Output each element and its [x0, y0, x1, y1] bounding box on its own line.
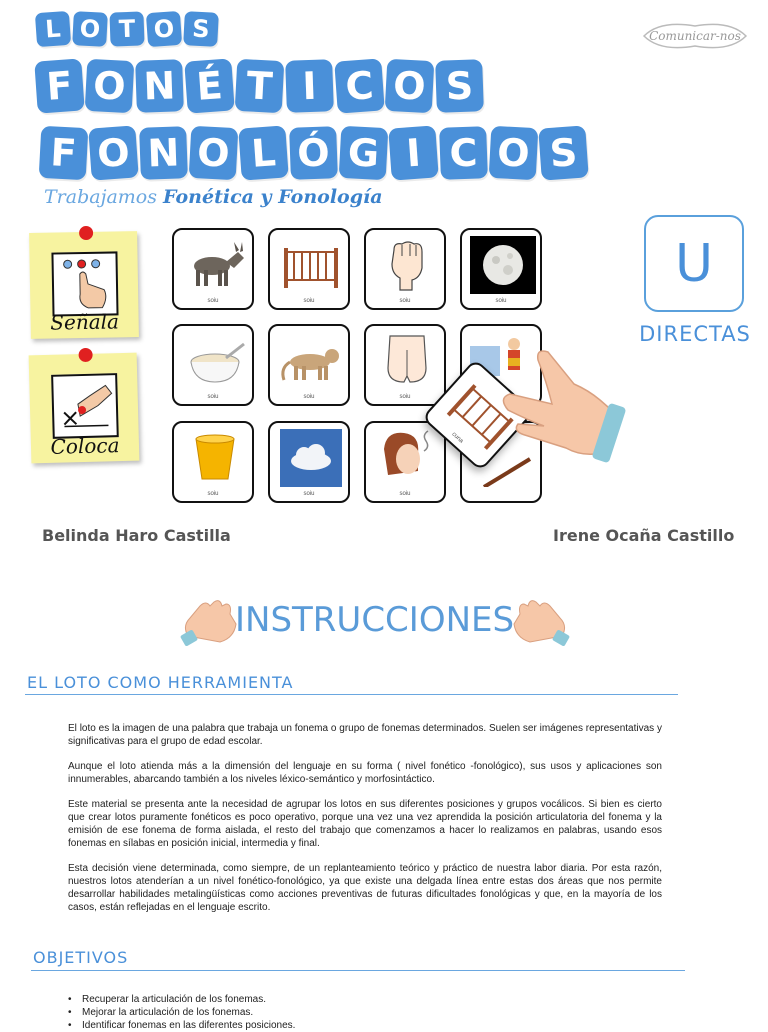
title-tile: S — [435, 59, 484, 113]
title-tile: I — [388, 125, 439, 180]
card-caption: soiu — [303, 298, 315, 304]
section-heading: OBJETIVOS — [33, 948, 129, 967]
title-tile: L — [238, 125, 289, 180]
title-tile: O — [385, 59, 435, 113]
postit-label: Señala — [50, 309, 120, 335]
place-pictogram-icon — [51, 373, 119, 439]
list-item — [68, 1019, 295, 1032]
title-tile: O — [72, 11, 108, 47]
title-tile: S — [538, 125, 589, 180]
buttocks-icon — [374, 332, 440, 390]
section-divider — [25, 694, 678, 695]
right-hand-icon — [512, 592, 570, 648]
card-caption: soiu — [207, 298, 219, 304]
subtitle-prefix: Trabajamos — [44, 186, 157, 208]
pushpin-icon — [78, 348, 92, 362]
loto-card-cuna[interactable] — [268, 228, 350, 310]
title-tile: F — [39, 126, 89, 180]
card-caption: soiu — [207, 491, 219, 497]
card-caption: soiu — [495, 298, 507, 304]
list-item-text: Mejorar la articulación de los fonemas. — [82, 1007, 254, 1018]
point-pictogram-icon — [51, 251, 118, 316]
vowel-letter: U — [674, 233, 714, 294]
title-tile: T — [235, 59, 285, 113]
loto-card-puma[interactable] — [268, 324, 350, 406]
title-tile: N — [135, 59, 184, 113]
card-caption: cuna — [450, 431, 465, 445]
brand-logo-text: Comunicar-nos — [649, 29, 741, 43]
instructions-title: INSTRUCCIONES — [235, 600, 515, 640]
syllable-type-label: DIRECTAS — [639, 322, 751, 346]
vowel-box — [644, 215, 744, 312]
title-tile: G — [339, 126, 389, 180]
title-foneticos — [36, 60, 483, 112]
loto-card-nube[interactable] — [268, 421, 350, 503]
title-tile: O — [189, 126, 239, 180]
card-caption: soiu — [399, 394, 411, 400]
card-caption: soiu — [207, 394, 219, 400]
crib-icon — [278, 236, 344, 294]
title-tile: C — [334, 58, 385, 113]
title-tile: O — [85, 59, 135, 113]
title-tile: L — [35, 11, 71, 47]
brand-logo — [640, 18, 750, 54]
paragraph: Aunque el loto atienda más a la dimensión del lenguaje en su forma ( nivel fonético -fonológico), sus usos y aplicaciones son innumerables, abarcando también a los niveles léxico-semántico y morfosintáctico. — [68, 761, 662, 785]
paragraph: El loto es la imagen de una palabra que trabaja un fonema o grupo de fonemas determinados. Suelen ser imágenes representativas y significativas para el grupo de edad escolar. — [68, 723, 662, 747]
title-tile: O — [88, 125, 139, 180]
loto-card-papilla[interactable] — [172, 324, 254, 406]
paragraph: Este material se presenta ante la necesidad de agrupar los lotos en sus diferentes posiciones y grupos vocálicos. Si bien es cierto que crear lotos puramente fonéticos es poco operativo, porque una vez una vez aprendida la posición articulatoria del fonema y la emisión de ese fonema de forma aislada, el resto del trabajo que comenzamos a hacer lo realizamos en palabras, usando esos fonemas en sílabas en posición inicial, intermedia y final. — [68, 799, 662, 849]
title-tile: C — [439, 126, 488, 180]
loto-card-culo[interactable] — [364, 324, 446, 406]
postit-senala — [29, 231, 139, 339]
title-tile: S — [183, 11, 219, 47]
title-tile: O — [146, 11, 182, 47]
author-right: Irene Ocaña Castillo — [553, 526, 735, 545]
loto-card-cubo[interactable] — [172, 421, 254, 503]
bucket-icon — [182, 429, 248, 487]
loto-card-luna[interactable] — [460, 228, 542, 310]
loto-card-humo[interactable] — [364, 421, 446, 503]
left-hand-icon — [180, 592, 238, 648]
donkey-icon — [182, 236, 248, 294]
title-tile: É — [184, 58, 235, 113]
objectives-list — [68, 993, 295, 1032]
title-fonologicos — [40, 127, 587, 179]
puma-icon — [278, 332, 344, 390]
list-item-text: Identificar fonemas en las diferentes posiciones. — [82, 1020, 296, 1031]
list-item-text: Recuperar la articulación de los fonemas. — [82, 994, 266, 1005]
title-tile: T — [109, 11, 144, 46]
title-tile: I — [285, 59, 334, 113]
section-heading: EL LOTO COMO HERRAMIENTA — [27, 673, 294, 692]
title-tile: Ó — [289, 126, 338, 180]
subtitle-emphasis: Fonética y Fonología — [163, 186, 383, 208]
loto-card-puno[interactable] — [364, 228, 446, 310]
card-caption: soiu — [399, 298, 411, 304]
pushpin-icon — [79, 226, 93, 240]
smoking-woman-icon — [374, 429, 440, 487]
hand-icon — [488, 340, 633, 475]
title-lotos — [36, 12, 218, 46]
cloud-icon — [278, 429, 344, 487]
loto-card-burro[interactable] — [172, 228, 254, 310]
card-caption: soiu — [303, 394, 315, 400]
postit-label: Coloca — [50, 433, 120, 459]
title-tile: F — [34, 58, 85, 113]
card-caption: soiu — [303, 491, 315, 497]
title-tile: O — [489, 126, 539, 180]
porridge-bowl-icon — [182, 332, 248, 390]
section-divider — [31, 970, 685, 971]
paragraph: Esta decisión viene determinada, como siempre, de un replanteamiento teórico y práctico de nuestra labor diaria. Por esta razón, nuestros lotos atenderían a un nivel fonético-fonológico, ya que existe una delgada línea entre estas dos áreas que nos permite desarrollar habilidades metalingüísticas como acciones preventivas de futuras dificultades fonológicas y que, en la mayoría de los casos, están reflejadas en el lenguaje escrito. — [68, 863, 662, 913]
author-left: Belinda Haro Castilla — [42, 526, 231, 545]
postit-coloca — [29, 353, 140, 464]
list-item — [68, 1006, 295, 1019]
title-tile: N — [139, 126, 188, 180]
card-caption: soiu — [399, 491, 411, 497]
fist-icon — [374, 236, 440, 294]
subtitle — [44, 186, 383, 208]
moon-icon — [470, 236, 536, 294]
list-item — [68, 993, 295, 1006]
